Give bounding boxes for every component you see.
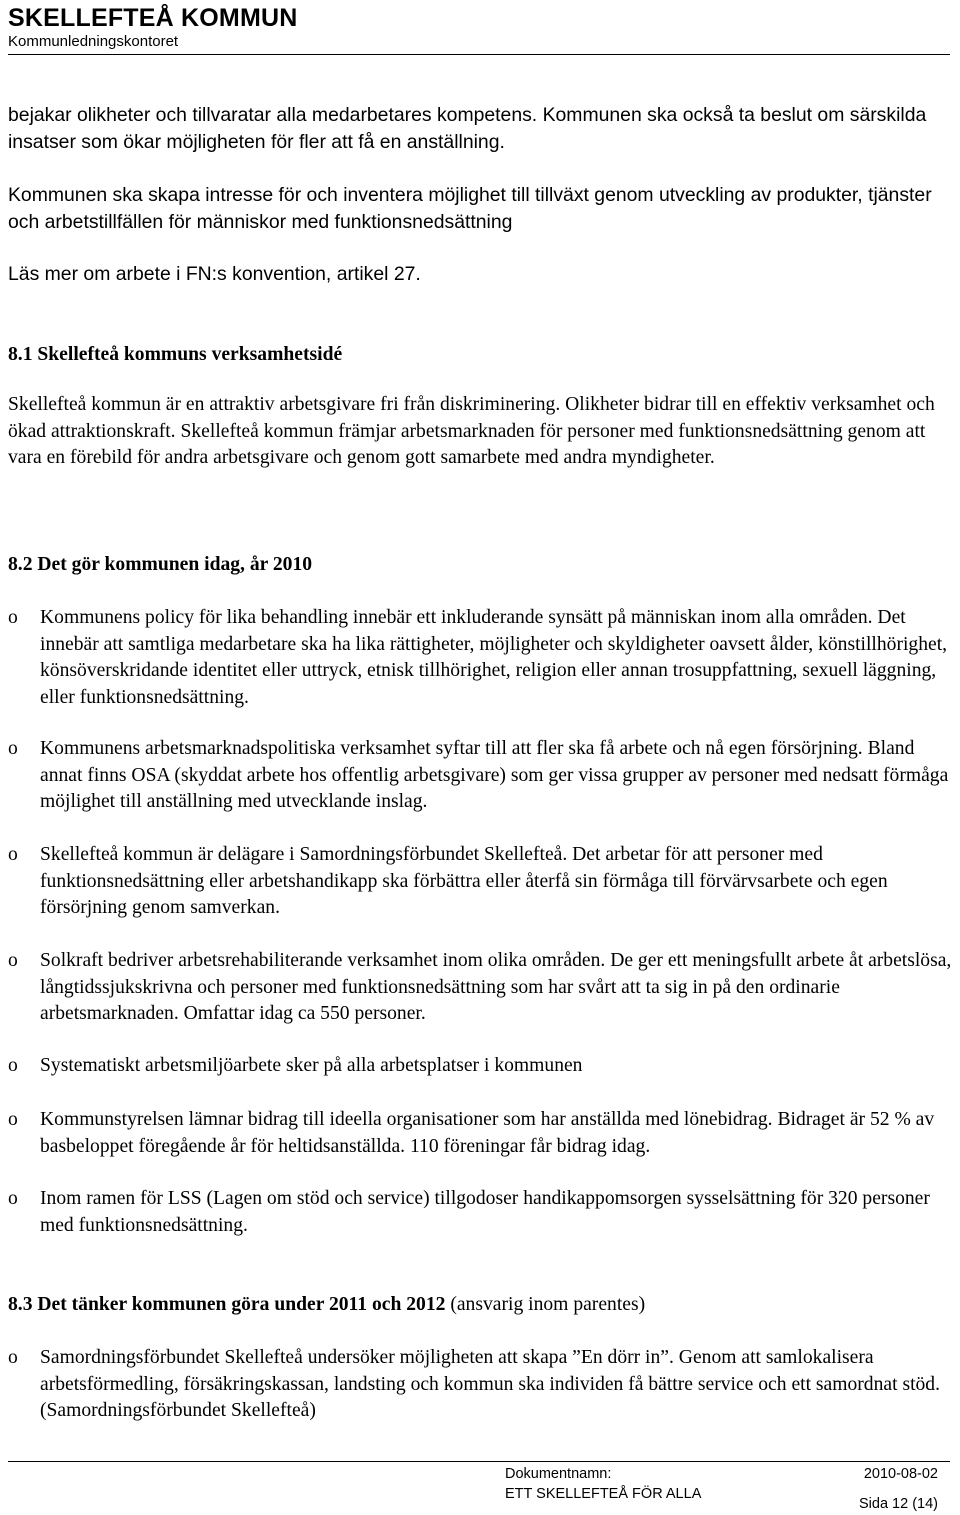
bullet-mark: o — [8, 1188, 18, 1209]
section-8-1-body: Skellefteå kommun är en attraktiv arbetsgivare fri från diskriminering. Olikheter bidrar till en effektiv verksamhet och ökad attraktionskraft. Skellefteå kommun främjar arbetsmarknaden för personer med funktionsnedsättning genom att vara en förebild för andra arbetsgivare och genom gott samarbete med andra myndigheter. — [8, 394, 935, 469]
bullet-mark: o — [8, 607, 18, 628]
section-8-2-heading: 8.2 Det gör kommunen idag, år 2010 — [8, 554, 313, 575]
list-item-text: Systematiskt arbetsmiljöarbete sker på alla arbetsplatser i kommunen — [40, 1055, 583, 1076]
list-item-text: Solkraft bedriver arbetsrehabiliterande verksamhet inom olika områden. De ger ett meningsfullt arbete åt arbetslösa, långtidssjukskrivna och personer med funktionsnedsättning som har svårt att ta sig in på den ordinarie arbetsmarknaden. Omfattar idag ca 550 personer. — [40, 950, 952, 1025]
section-8-1-heading: 8.1 Skellefteå kommuns verksamhetsidé — [8, 344, 343, 365]
list-item — [8, 1345, 953, 1425]
bullet-mark: o — [8, 738, 18, 759]
intro-paragraph-1: bejakar olikheter och tillvaratar alla medarbetares kompetens. Kommunen ska också ta beslut om särskilda insatser som ökar möjligheten för fler att få en anställning. — [8, 104, 927, 153]
list-item — [8, 736, 953, 816]
footer-rule — [8, 1461, 950, 1462]
bullet-mark: o — [8, 1347, 18, 1368]
list-item — [8, 1107, 953, 1160]
list-item-text: Skellefteå kommun är delägare i Samordningsförbundet Skellefteå. Det arbetar för att personer med funktionsnedsättning eller arbetshandikapp ska förbättra eller återfå sin förmåga till förvärvsarbete och egen försörjning genom samverkan. — [40, 844, 888, 919]
section-8-3-heading-note: (ansvarig inom parentes) — [445, 1294, 646, 1315]
bullet-mark: o — [8, 1109, 18, 1130]
bullet-mark: o — [8, 1055, 18, 1076]
list-item — [8, 1053, 953, 1080]
intro-paragraph-2: Kommunen ska skapa intresse för och inventera möjlighet till tillväxt genom utveckling av produkter, tjänster och arbetstillfällen för människor med funktionsnedsättning — [8, 184, 932, 233]
section-8-3-heading — [8, 1292, 645, 1318]
document-header — [8, 4, 298, 51]
list-item-text: Samordningsförbundet Skellefteå undersöker möjligheten att skapa ”En dörr in”. Genom att samlokalisera arbetsförmedling, försäkringskassan, landsting och kommun ska individen få bättre service och ett samordnat stöd. (Samordningsförbundet Skellefteå) — [40, 1347, 941, 1422]
intro-paragraph-3: Läs mer om arbete i FN:s konvention, artikel 27. — [8, 263, 421, 285]
document-name-label: Dokumentnamn: — [505, 1466, 612, 1482]
header-rule — [8, 54, 950, 55]
organization-name: SKELLEFTEÅ KOMMUN — [8, 4, 298, 32]
list-item — [8, 605, 953, 711]
list-item — [8, 842, 953, 922]
section-8-3-heading-title: 8.3 Det tänker kommunen göra under 2011 och 2012 — [8, 1294, 446, 1315]
list-item-text: Inom ramen för LSS (Lagen om stöd och service) tillgodoser handikappomsorgen sysselsättning för 320 personer med funktionsnedsättning. — [40, 1188, 930, 1236]
document-date: 2010-08-02 — [863, 1466, 938, 1482]
department-name: Kommunledningskontoret — [8, 33, 179, 50]
list-item — [8, 1186, 953, 1239]
bullet-mark: o — [8, 950, 18, 971]
bullet-mark: o — [8, 844, 18, 865]
page-number: Sida 12 (14) — [859, 1496, 938, 1512]
list-item-text: Kommunens policy för lika behandling innebär ett inkluderande synsätt på människan inom alla områden. Det innebär att samtliga medarbetare ska ha lika rättigheter, möjligheter och skyldigheter oavsett ålder, könstillhörighet, könsöverskridande identitet eller uttryck, etnisk tillhörighet, religion eller annan trosuppfattning, sexuell läggning, eller funktionsnedsättning. — [40, 607, 948, 708]
document-name: ETT SKELLEFTEÅ FÖR ALLA — [505, 1486, 702, 1502]
list-item-text: Kommunstyrelsen lämnar bidrag till ideella organisationer som har anställda med lönebidrag. Bidraget är 52 % av basbeloppet föregående år för heltidsanställda. 110 föreningar får bidrag idag. — [40, 1109, 935, 1157]
list-item-text: Kommunens arbetsmarknadspolitiska verksamhet syftar till att fler ska få arbete och nå egen försörjning. Bland annat finns OSA (skyddat arbete hos offentlig arbetsgivare) som ger vissa grupper av personer med nedsatt förmåga möjlighet till anställning med utvecklande inslag. — [40, 738, 949, 813]
list-item — [8, 948, 953, 1028]
